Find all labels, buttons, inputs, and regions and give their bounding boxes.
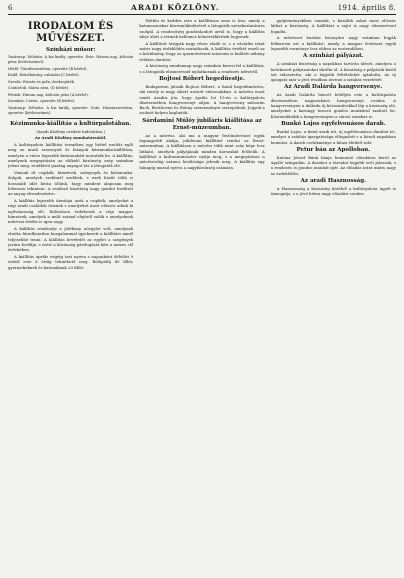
program-line: Vasárnap: Délután: A kis király, operette. Este: Három nap, kölcsön pénz (bérletszünet). xyxy=(8,55,134,64)
article-paragraph: A kiállítás április végéig tart nyitva s naponként délelőtt 9 órától este 6 óráig tekinthető meg. Belépődíj 40 fillér, gyermekeknek és katonáknak 20 fillér. xyxy=(8,254,134,270)
page-header xyxy=(8,3,396,15)
notice-title: Petur bán az Apolloban. xyxy=(296,146,371,153)
newspaper-title: ARADI KÖZLÖNY. xyxy=(131,3,220,12)
article-paragraph: A kultúrpalota kiállítási termében egy héttel ezelőtt nyílt meg az aradi asszonyok és leányok kézimunka-kiállítása, amelyen a város legszebb kézimunkáit mutatták be. A kiállítás, amelynek megnyitásán az előkelő közönség szép számban jelent meg, rendkívül gazdag anyagot tár a látogatók elé. xyxy=(8,142,134,169)
notice-text: Budapesten játszik Bojtosi Róbert, a fiatal hegedűművész, aki tavaly is nagy sikert aratott városunkban. A művész most ismét Aradra jön, hogy április hó 15-én a kultúrpalota dísztermében hangversenyt adjon. A hangverseny műsorán Bach, Beethoven és Hubay szerzeményei szerepelnek. Jegyek a szokott helyen kaphatók. xyxy=(139,83,265,116)
article-title: Kézimunka-kiállítás a kultúrpalotában. xyxy=(10,120,132,127)
notice-title: Sárdamini Múlóy jubiláris kiállítása az Ernst-múzeumban. xyxy=(142,117,262,131)
article-paragraph: A kiállított tárgyak nagy része eladó is, s a vásárlás iránt máris nagy érdeklődés mutatkozik. A kiállítás értékét emeli az a körülmény, hogy az iparművészeti múzeum is küldött néhány értékes darabot. xyxy=(139,40,265,62)
notice-title: Az aradi Hasznosság. xyxy=(300,178,366,185)
notice-text: Bunkó Lajos, a fiatal aradi író, új egyfelvonásos darabot írt, amelyet a színház igazgatósága elfogadott s a közeli napokban bemutat. A darab cselekménye a falusi életből való. xyxy=(270,128,396,145)
notice-text: A Hasznosság a közönség köréből a kultúrpalota ügyét is támogatja, s a jövő héten nagy előadást rendez. xyxy=(270,186,396,197)
article-paragraph: Hétfőn és kedden este a kiállításon zene is lesz, amely a katonazenekar közreműködésével a látogatók szórakoztatására szolgál. A rendezőség gondoskodott arról is, hogy a kiállítás ideje alatt a termek kellemes hőmérsékletűek legyenek. xyxy=(139,18,265,39)
article-paragraph: gyűjteményekben vannak, s közülük sokat most először láthat a közönség. A kiállítást a sajtó is nagy elismeréssel fogadta. xyxy=(270,18,396,34)
article-paragraph: A közönség mindennap nagy számban keresi fel a kiállítást, s a látogatók elismeréssel nyilatkoznak a rendezés ízléséről. xyxy=(139,63,265,74)
program-line: Péntek: Három nap, kölcsön pénz (A bérlet). xyxy=(8,92,89,97)
notice-title: Bunkó Lajos egyfelvonásos darab. xyxy=(281,120,386,127)
issue-date: 1914. április 8. xyxy=(337,4,396,12)
program-line: Hétfő: Tündérszerelem, operette (B bérlet). xyxy=(8,66,88,71)
divider xyxy=(28,118,113,119)
column-1 xyxy=(8,18,133,578)
program-line: Szerda: Rózsás és pofa, énekesjáték. xyxy=(8,79,75,84)
article-subtitle: (Aradi Közlöny eredeti tudósítása.) xyxy=(36,128,105,134)
notice-title: A színházi pályázat. xyxy=(303,53,364,60)
program-line: Kedd: Ezüstbárány, ruházási (C bérlet). xyxy=(8,73,80,77)
column-2 xyxy=(139,18,264,578)
notice-title: Az Aradi Dalárda hangversenye. xyxy=(284,84,383,91)
article-byline: Az Aradi Közlöny munkatársától. xyxy=(34,135,107,141)
notice-text: Az a művész, aki ma a magyar festőművészet egyik legnagyobb alakja, jubileumi kiállítást rendez az Ernst-múzeumban. A kiállításon a művész több mint száz képe lesz látható, amelyek pályájának minden korszakát felölelik. A kiállítást a kultuszminiszter nyitja meg, s a megnyitáson a művészvilág számos kiválósága jelenik meg. A kiállítás egy hónapig marad nyitva a nagyközönség számára. xyxy=(139,132,265,170)
program-line: Vasárnap: Délután: A kis király, operette. Este: Huszárszerelem, operette (bérletszünet). xyxy=(8,105,134,115)
program-line: Szombat: Lőrinc, operette (B bérlet). xyxy=(8,99,76,103)
columns xyxy=(8,18,396,578)
article-paragraph: A kiállítás rendezője a jótékony nőegylet volt, amelynek elnöke fáradhatatlan buzgalommal igyekezett a kiállítást minél teljesebbé tenni. A kiállítás bevételét az egylet a szegények javára fordítja, s ezért a közönség pártfogását kéri a nemes cél érdekében. xyxy=(8,226,134,253)
notice-title: Bojtosi Róbert hegedűestje. xyxy=(159,75,245,82)
column-3 xyxy=(271,18,396,578)
article-paragraph: A kiállítás legszebb darabjai azok a csipkék, amelyeket a régi aradi családok őriznek s amelyeket most először adtak ki nyilvánosság elé. Különösen érdekesek a régi magyar hímzések, amelyek a múlt század elejéről valók s amelyeknek művészi értéke is igen nagy. xyxy=(8,198,134,225)
notice-text: Az Aradi Dalárda húsvét hétfőjén este a kultúrpalota dísztermében nagyszabású hangversenyt rendez. A hangversenyen a dalárda új kórusművekkel lép a közönség elé, amelyeket a karnagy hosszú gondos munkával tanított be. Közreműködik a hangversenyen a városi zenekar is. xyxy=(270,92,396,119)
program-line: Csütörtök: Mária néni, (D bérlet). xyxy=(8,86,70,90)
notice-text: A színházi bizottság a napokban tartotta ülését, amelyen a beérkezett pályázatokat bírálta el. A bizottság a pályázók közül azt választotta, aki a legjobb feltételeket ajánlotta. Az új igazgató már a jövő évadban átveszi a színház vezetését. xyxy=(270,61,396,83)
article-paragraph: Vannak itt csipkék, hímzések, szőnyegek és kézimunka-dolgok, amelyek szebbnél szebbek, s ezek közül több is hosszabb időt kíván tőlünk, hogy mindent alaposan meg lehessen tekinteni. A rendező bizottság nagy gondot fordított az anyag elrendezésére. xyxy=(8,170,134,197)
section-title: IRODALOM ÉS MŰVÉSZET. xyxy=(27,21,114,44)
notice-text: Katona József Bánk bánja bemutató előadásra kerül az Apolló színpadán. A darabot a társulat legjobb erői játsszák, s a rendezés is gondos munkát ígér. Az előadás iránt máris nagy az érdeklődés. xyxy=(270,154,396,176)
program-title: Színházi műsor: xyxy=(45,47,96,53)
page-number: 6 xyxy=(8,4,13,12)
article-paragraph: A művészet barátai bizonyára nagy számban fogják felkeresni ezt a kiállítást, amely a magyar festészet egyik legszebb eseménye lesz ebben az esztendőben. xyxy=(270,35,396,51)
